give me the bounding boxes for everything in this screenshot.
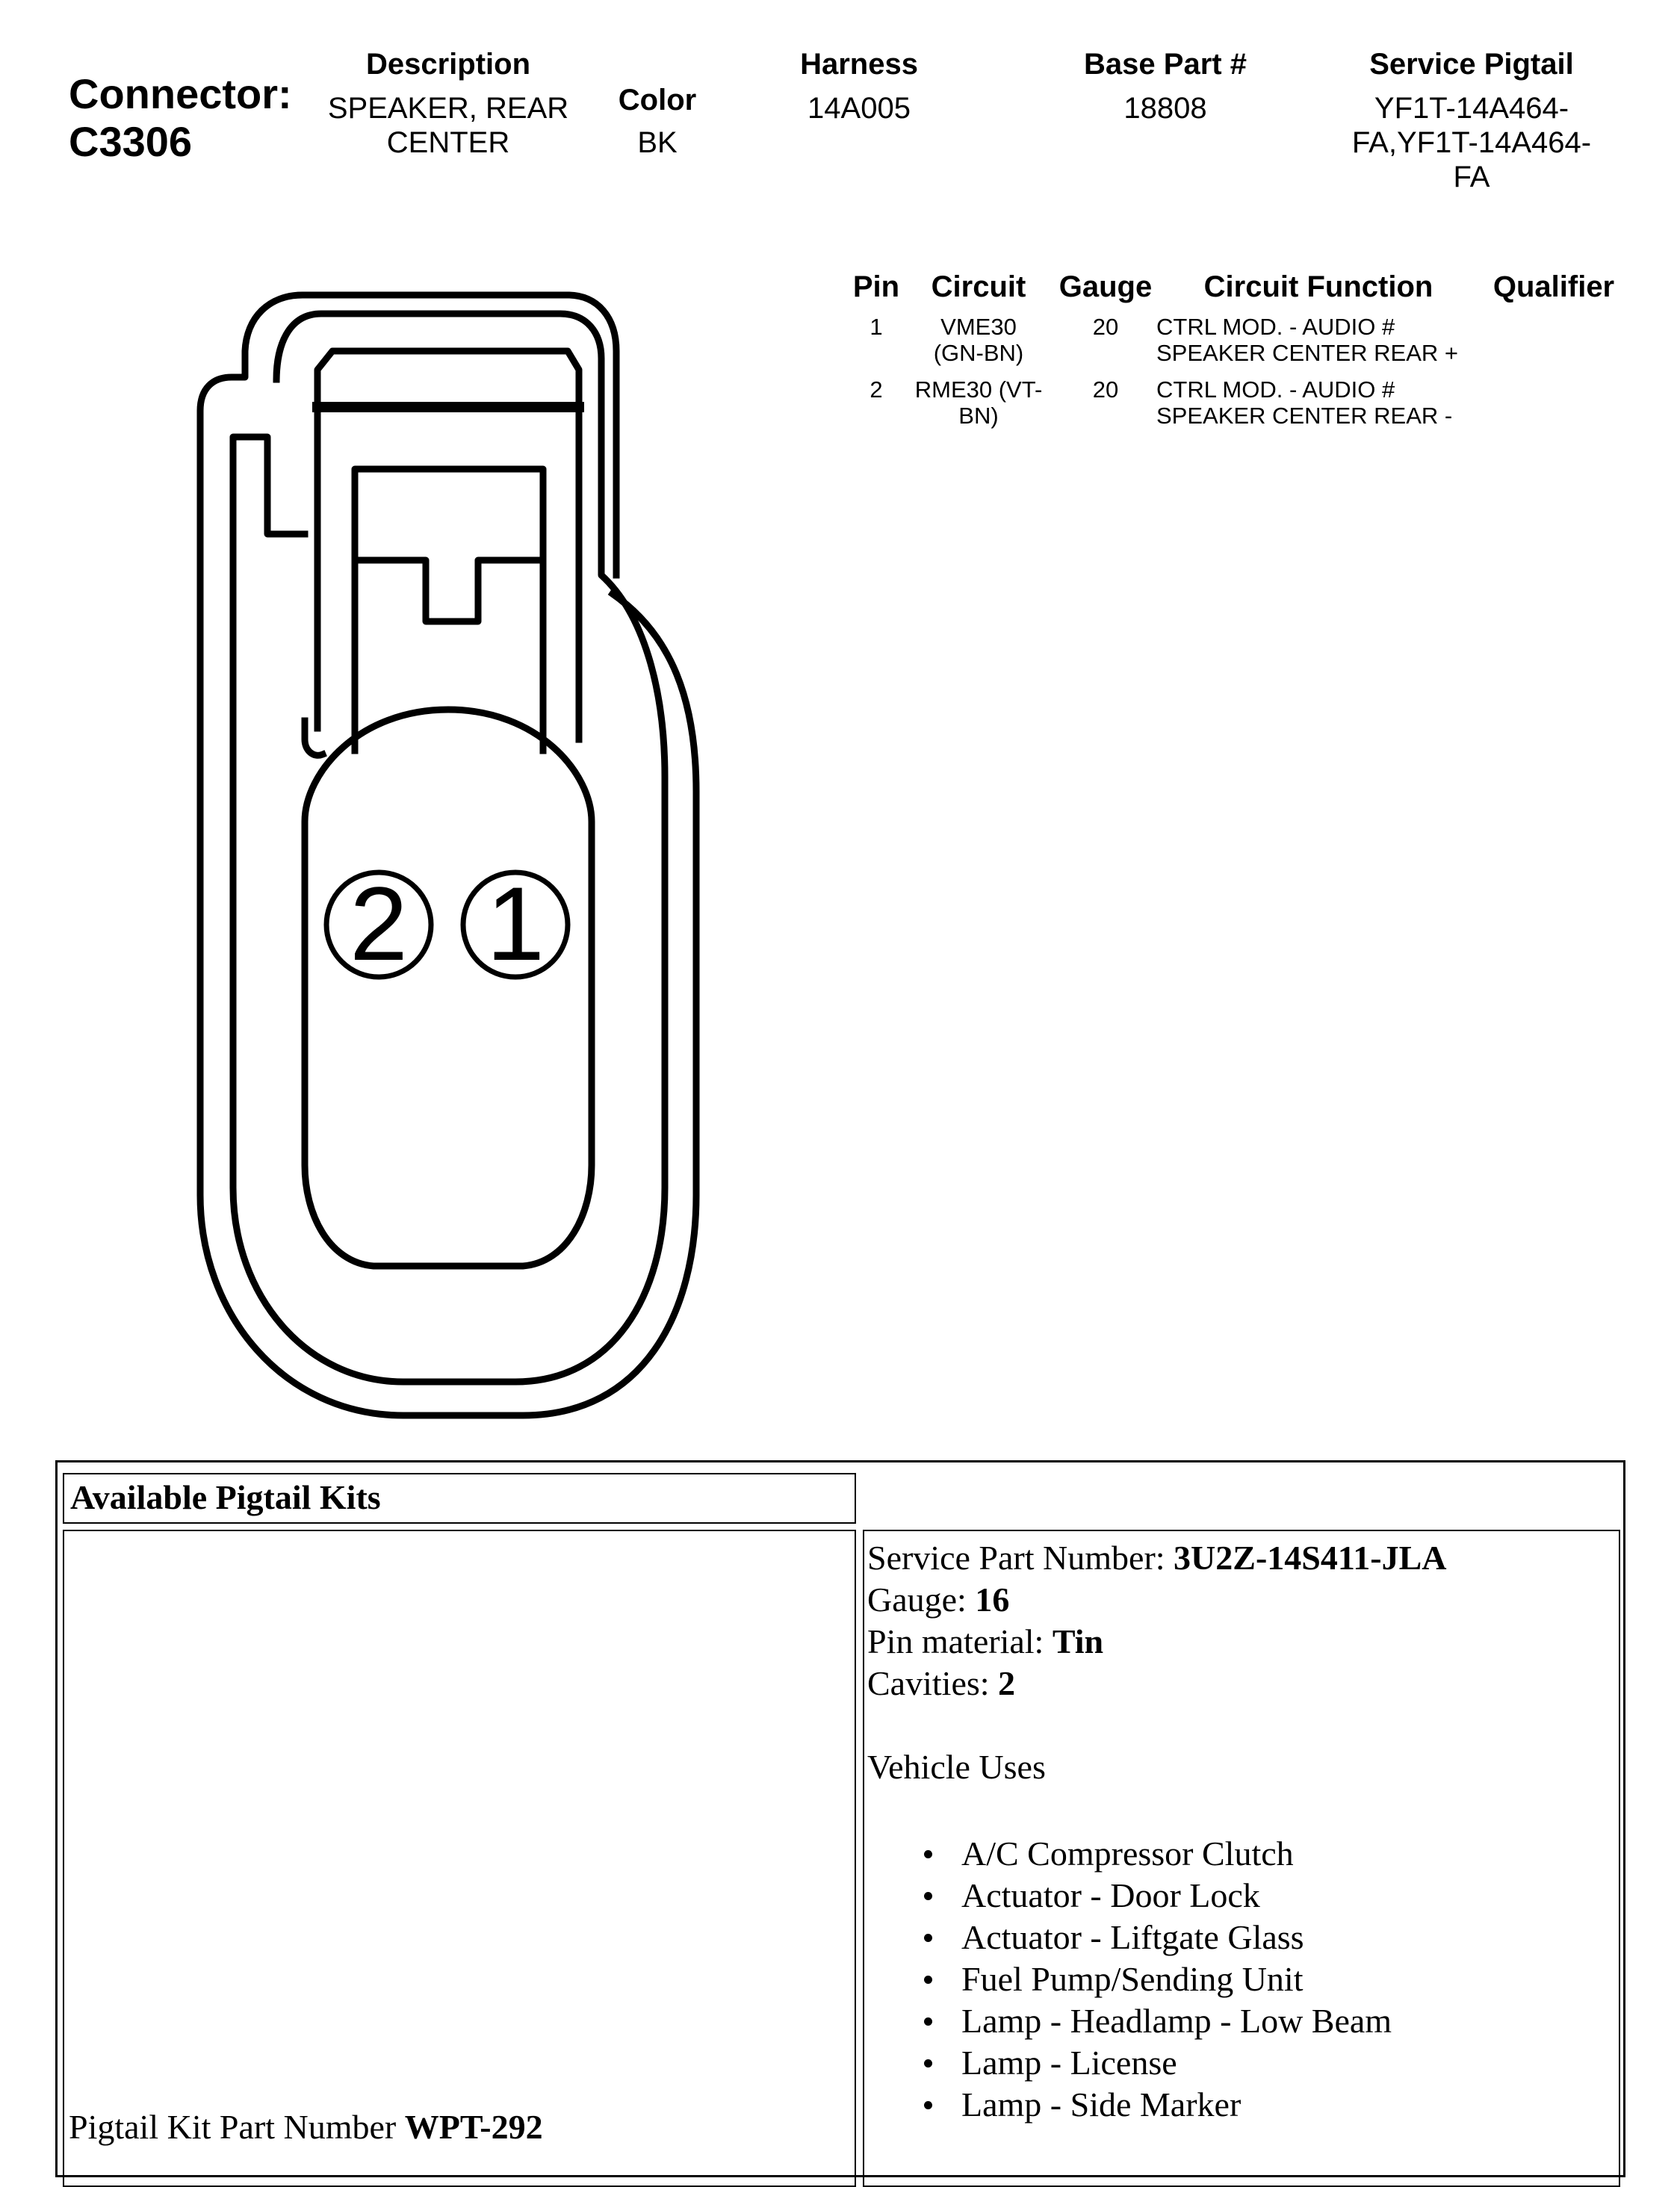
latch-band-top — [317, 351, 579, 407]
service-pigtail-header: Service Pigtail — [1369, 48, 1574, 81]
pin-row-1-pin: 1 — [870, 314, 883, 340]
service-part-value: 3U2Z-14S411-JLA — [1174, 1539, 1447, 1577]
base-part-value: 18808 — [1123, 92, 1207, 125]
bullet-icon — [924, 1892, 932, 1900]
pin-row-1-gauge: 20 — [1092, 314, 1119, 340]
connector-face-diagram — [187, 284, 725, 1434]
vehicle-use-item — [867, 1917, 1614, 1958]
vehicle-use-label: Lamp - Side Marker — [961, 2085, 1242, 2124]
pin-col-header: Pin — [852, 270, 900, 303]
pin-material-value: Tin — [1052, 1622, 1104, 1660]
bullet-icon — [924, 2101, 932, 2109]
vehicle-use-item — [867, 1833, 1614, 1875]
kit-number-value: WPT-292 — [404, 2108, 543, 2146]
cavity-1-label: 1 — [486, 865, 545, 982]
pin-row-1-function-line-2: SPEAKER CENTER REAR + — [1156, 340, 1458, 366]
vehicle-use-label: Lamp - License — [961, 2044, 1177, 2082]
service-part-label: Service Part Number: — [867, 1539, 1165, 1577]
color-value: BK — [637, 126, 678, 159]
service-pigtail-value — [1315, 91, 1628, 194]
circuit-col-header: Circuit — [931, 270, 1026, 303]
vehicle-use-label: Actuator - Liftgate Glass — [961, 1918, 1304, 1956]
service-pigtail-line-2: FA,YF1T-14A464- — [1351, 126, 1592, 159]
pin-row-2-function — [1156, 376, 1485, 429]
harness-value: 14A005 — [808, 92, 911, 125]
color-header: Color — [618, 84, 697, 117]
cavities-value: 2 — [998, 1664, 1016, 1702]
bullet-icon — [924, 2017, 932, 2026]
housing-outer — [200, 295, 696, 1415]
vehicle-use-label: A/C Compressor Clutch — [961, 1834, 1294, 1873]
vehicle-uses-list — [867, 1833, 1614, 2126]
pigtail-kits-title-cell — [63, 1473, 856, 1524]
pin-material-line — [867, 1621, 1614, 1663]
service-pigtail-line-1: YF1T-14A464- — [1374, 92, 1569, 125]
vehicle-use-item — [867, 2000, 1614, 2042]
pin-row-1-circuit-line-2: (GN-BN) — [933, 340, 1024, 366]
service-pigtail-line-3: FA — [1453, 161, 1490, 193]
pigtail-kits-title: Available Pigtail Kits — [70, 1478, 381, 1516]
vehicle-use-label: Fuel Pump/Sending Unit — [961, 1960, 1304, 1998]
connector-label: Connector: — [69, 70, 292, 117]
pin-row-2-pin: 2 — [870, 376, 883, 403]
contact-body — [305, 710, 592, 1266]
bullet-icon — [924, 2059, 932, 2067]
description-line-2: CENTER — [386, 126, 510, 159]
pin-row-2-function-line-2: SPEAKER CENTER REAR - — [1156, 403, 1453, 429]
harness-header: Harness — [800, 48, 918, 81]
cavities-label: Cavities: — [867, 1664, 990, 1702]
bullet-icon — [924, 1976, 932, 1984]
function-col-header: Circuit Function — [1203, 270, 1433, 303]
cavities-line — [867, 1663, 1614, 1704]
housing-inner — [233, 314, 665, 1382]
bullet-icon — [924, 1850, 932, 1858]
pigtail-kit-image-cell — [63, 1530, 856, 2187]
pin-row-1-circuit — [896, 314, 1061, 366]
description-header: Description — [365, 48, 531, 81]
pin-row-1-circuit-line-1: VME30 — [940, 314, 1017, 340]
gauge-label: Gauge: — [867, 1580, 967, 1619]
pin-row-2-gauge: 20 — [1092, 376, 1119, 403]
gauge-col-header: Gauge — [1058, 270, 1153, 303]
description-line-1: SPEAKER, REAR — [327, 92, 569, 125]
pin-row-1-function-line-1: CTRL MOD. - AUDIO # — [1156, 314, 1395, 340]
pin-row-2-function-line-1: CTRL MOD. - AUDIO # — [1156, 376, 1395, 403]
pin-row-2-circuit — [896, 376, 1061, 429]
vehicle-use-label: Actuator - Door Lock — [961, 1876, 1260, 1914]
vehicle-use-item — [867, 1958, 1614, 2000]
vehicle-use-item — [867, 2042, 1614, 2084]
qualifier-col-header: Qualifier — [1493, 270, 1615, 303]
pin-row-2-circuit-line-1: RME30 (VT- — [914, 376, 1043, 403]
service-part-line — [867, 1537, 1614, 1579]
latch-notch — [355, 560, 543, 621]
gauge-line — [867, 1579, 1614, 1621]
gauge-value: 16 — [975, 1580, 1010, 1619]
kit-number-line — [69, 2106, 543, 2148]
description-value — [299, 91, 598, 160]
bullet-icon — [924, 1934, 932, 1942]
vehicle-use-item — [867, 2084, 1614, 2126]
vehicle-use-item — [867, 1875, 1614, 1917]
kit-number-label: Pigtail Kit Part Number — [69, 2108, 397, 2146]
vehicle-use-label: Lamp - Headlamp - Low Beam — [961, 2002, 1392, 2040]
pin-row-1-function — [1156, 314, 1485, 366]
base-part-header: Base Part # — [1084, 48, 1247, 81]
pin-row-2-circuit-line-2: BN) — [958, 403, 999, 429]
pigtail-kit-details-cell — [863, 1530, 1620, 2187]
connector-id: C3306 — [69, 118, 193, 165]
vehicle-uses-title: Vehicle Uses — [867, 1748, 1046, 1786]
pin-material-label: Pin material: — [867, 1622, 1044, 1660]
cavity-2-label: 2 — [350, 865, 408, 982]
